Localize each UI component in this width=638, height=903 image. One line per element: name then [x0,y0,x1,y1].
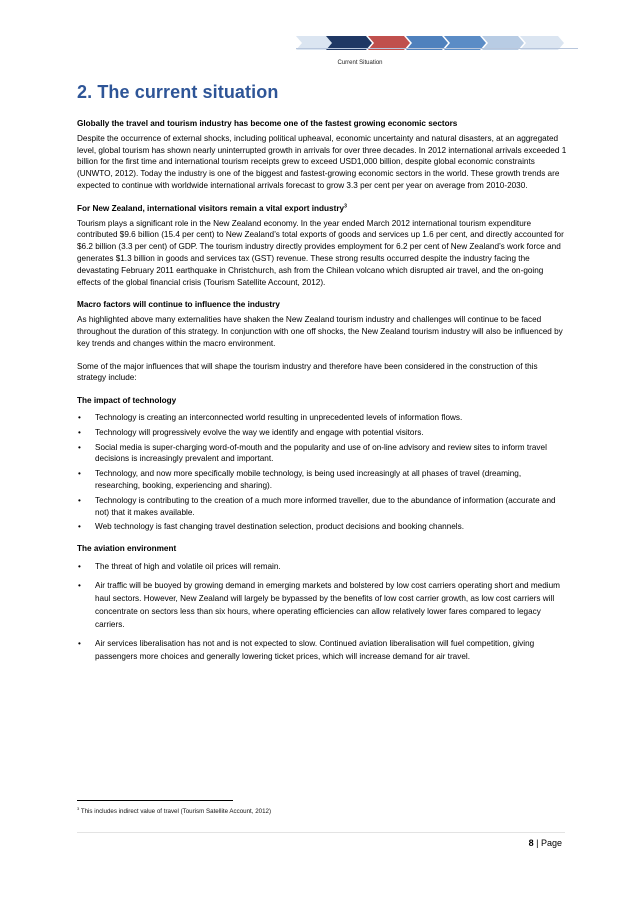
list-item [77,521,567,533]
list-item [77,637,567,663]
bullet-icon: • [78,412,81,422]
list-item-text: The threat of high and volatile oil prices will remain. [95,561,281,571]
bullet-icon: • [78,561,81,571]
list-item [77,468,567,492]
technology-heading: The impact of technology [77,396,177,406]
nz-body: Tourism plays a significant role in the New Zealand economy. In the year ended March 2012 international tourism expenditure contributed $9.6 billion (15.4 per cent) to New Zealand’s total exports of goods and services up 1.6 per cent, and directly accounted for $6.2 billion (3.3 per cent) of GDP. The tourism industry directly provides employment for 6.2 per cent of New Zealand’s work force and generates $1.3 billion in goods and services tax (GST) revenue. These strong results occurred despite the industry facing the devastating February 2011 earthquake in Christchurch, ash from the Chilean volcano which disrupted air travel, and the on-going effects of the global financial crisis (Tourism Satellite Account, 2012). [77,218,564,287]
bullet-icon: • [78,469,81,479]
footnote-text: This includes indirect value of travel (Tourism Satellite Account, 2012) [79,808,272,816]
list-item-text: Air traffic will be buoyed by growing demand in emerging markets and bolstered by low cost carriers operating short and medium haul sectors. However, New Zealand will largely be bypassed by the benefits of low cost carrier growth, as low cost carriers will concentrate on sectors less than six hours, where operating efficiencies can allow relatively lower fares compared to legacy carriers. [95,580,560,629]
global-body: Despite the occurrence of external shocks, including political upheaval, economic uncertainty and natural disasters, at an aggregated level, global tourism has shown nearly uninterrupted growth in arrivals for over three decades. In 2012 international arrivals exceeded 1 billion for the first time and international tourism receipts grew to exceed USD1,000 billion, despite global economic constraints (UNWTO, 2012). Today the industry is one of the biggest and fastest-growing economic sectors in the world. These growth trends are expected to continue with worldwide international arrivals forecast to grow 3.3 per cent per year on average from 2010-2030. [77,133,567,190]
header-chevron-bar [296,36,576,52]
list-item-text: Web technology is fast changing travel destination selection, product decisions and booking channels. [95,522,464,532]
bullet-icon: • [78,638,81,648]
footer-rule [77,832,565,833]
bullet-icon: • [78,580,81,590]
page-number [529,838,562,848]
main-content [77,118,567,673]
list-item-text: Technology is contributing to the creation of a much more informed traveller, due to the abundance of information (accurate and not) that it makes available. [95,495,556,517]
aviation-heading: The aviation environment [77,544,177,554]
macro-heading: Macro factors will continue to influence the industry [77,300,280,310]
technology-list [77,412,567,533]
nz-heading-text: For New Zealand, international visitors remain a vital export industry [77,203,345,213]
nz-heading [77,203,567,215]
global-heading: Globally the travel and tourism industry has become one of the fastest growing economic sectors [77,119,458,128]
list-item [77,442,567,466]
list-item-text: Technology is creating an interconnected world resulting in unprecedented levels of information flows. [95,412,463,422]
running-header: Current Situation [337,60,383,66]
list-item [77,412,567,424]
page-label: Page [540,838,562,848]
bullet-icon: • [78,427,81,437]
list-item-text: Technology will progressively evolve the way we identify and engage with potential visitors. [95,427,424,437]
bullet-icon: • [78,522,81,532]
macro-body-2: Some of the major influences that will shape the tourism industry and therefore have been considered in the construction of this strategy include: [77,361,538,383]
page-number-value: 8 [528,838,534,848]
list-item [77,427,567,439]
footnote [77,806,271,815]
footnote-ref[interactable]: 3 [344,203,347,210]
page-separator: | [533,838,541,848]
macro-body-1: As highlighted above many externalities have shaken the New Zealand tourism industry and challenges will continue to be faced throughout the duration of this strategy. In conjunction with one off shocks, the New Zealand tourism industry will also be influenced by key trends and changes within the macro environment. [77,315,563,348]
footnote-rule [77,800,233,801]
bullet-icon: • [78,442,81,452]
list-item [77,560,567,573]
list-item-text: Technology, and now more specifically mobile technology, is being used increasingly at all phases of travel (dreaming, researching, booking, experiencing and sharing). [95,469,522,490]
list-item-text: Air services liberalisation has not and is not expected to slow. Continued aviation liberalisation will fuel competition, giving passengers more choices and generally lowering ticket prices, which will increase demand for air travel. [95,638,535,661]
aviation-list [77,560,567,663]
header-rule [296,48,578,49]
list-item [77,495,567,519]
section-title: 2. The current situation [77,82,279,102]
bullet-icon: • [78,495,81,505]
list-item-text: Social media is super-charging word-of-mouth and the popularity and use of on-line advisory and review sites to inform travel decisions is increasingly prevalent and important. [95,442,547,464]
list-item [77,579,567,631]
footnote-number: 3 [77,806,80,811]
